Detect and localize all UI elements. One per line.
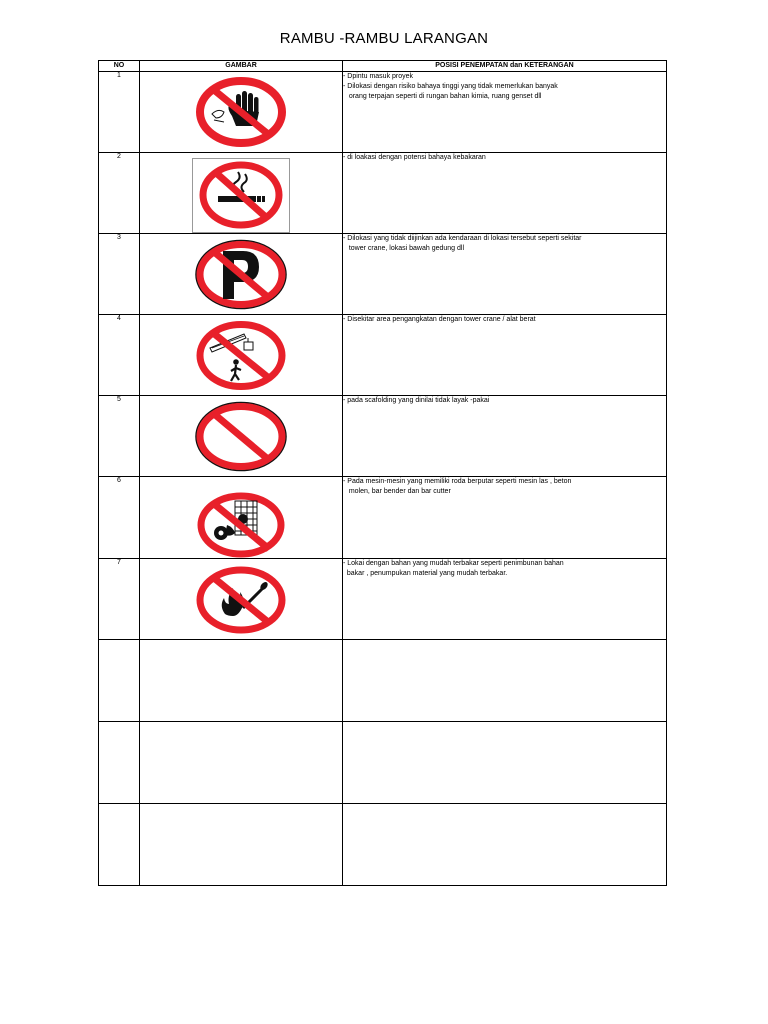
no-smoking-icon — [192, 158, 290, 233]
page-title: RAMBU -RAMBU LARANGAN — [279, 30, 489, 47]
no-parking-icon — [191, 237, 291, 312]
description-line: - pada scafolding yang dinilai tidak layak -pakai — [343, 397, 490, 405]
description-line: molen, bar bender dan bar cutter — [343, 488, 451, 496]
description-cell — [343, 315, 667, 396]
row-number: 2 — [99, 153, 140, 234]
table-row — [99, 234, 667, 315]
sign-image-cell — [140, 234, 343, 315]
table-row — [99, 721, 667, 803]
sign-image-cell — [140, 72, 343, 153]
header-no: NO — [99, 61, 140, 72]
sign-image-cell — [140, 315, 343, 396]
no-standing-under-crane-icon — [192, 318, 290, 393]
description-line: - Dilokasi dengan risiko bahaya tinggi yang tidak memerlukan banyak — [343, 83, 558, 90]
sign-image-cell — [140, 153, 343, 234]
description-line: - Dpintu masuk proyek — [343, 73, 414, 80]
row-number: 3 — [99, 234, 140, 315]
header-gambar: GAMBAR — [140, 61, 343, 72]
description-line: - Disekitar area pengangkatan dengan tower crane / alat berat — [343, 316, 536, 324]
table-header-row — [99, 61, 667, 72]
description-cell — [343, 803, 667, 885]
description-line: bakar , penumpukan material yang mudah terbakar. — [343, 569, 508, 577]
no-touching-rotating-machine-icon — [193, 489, 289, 559]
description-cell — [343, 558, 667, 639]
header-keterangan: POSISI PENEMPATAN dan KETERANGAN — [343, 61, 667, 72]
description-line: - Pada mesin-mesin yang memiliki roda berputar seperti mesin las , beton — [343, 478, 572, 486]
sign-image-cell — [140, 477, 343, 558]
description-cell — [343, 234, 667, 315]
description-cell — [343, 153, 667, 234]
table-row — [99, 558, 667, 639]
table-row — [99, 803, 667, 885]
description-cell — [343, 639, 667, 721]
table-row — [99, 396, 667, 477]
table-row — [99, 477, 667, 558]
sign-image-cell — [140, 803, 343, 885]
description-line: orang terpajan seperti di rungan bahan kimia, ruang genset dll — [343, 93, 542, 100]
prohibition-signs-table — [98, 60, 667, 886]
row-number — [99, 639, 140, 721]
row-number: 5 — [99, 396, 140, 477]
description-cell — [343, 477, 667, 558]
table-row — [99, 315, 667, 396]
description-line: - Lokai dengan bahan yang mudah terbakar seperti penimbunan bahan — [343, 559, 564, 567]
row-number: 1 — [99, 72, 140, 153]
table-row — [99, 639, 667, 721]
description-cell — [343, 721, 667, 803]
description-line: - Dilokasi yang tidak diijinkan ada kendaraan di lokasi tersebut seperti sekitar — [343, 235, 582, 243]
description-line: - di loakasi dengan potensi bahaya kebakaran — [343, 154, 486, 162]
table-row — [99, 72, 667, 153]
row-number: 4 — [99, 315, 140, 396]
sign-image-cell — [140, 721, 343, 803]
sign-image-cell — [140, 396, 343, 477]
sign-image-cell — [140, 558, 343, 639]
row-number: 6 — [99, 477, 140, 558]
description-cell — [343, 72, 667, 153]
row-number — [99, 721, 140, 803]
row-number: 7 — [99, 558, 140, 639]
description-cell — [343, 396, 667, 477]
row-number — [99, 803, 140, 885]
general-prohibition-icon — [191, 399, 291, 474]
sign-image-cell — [140, 639, 343, 721]
no-open-flame-icon — [193, 564, 289, 636]
description-line: tower crane, lokasi bawah gedung dll — [343, 245, 465, 253]
table-row — [99, 153, 667, 234]
stop-hand-prohibition-icon — [194, 76, 288, 148]
